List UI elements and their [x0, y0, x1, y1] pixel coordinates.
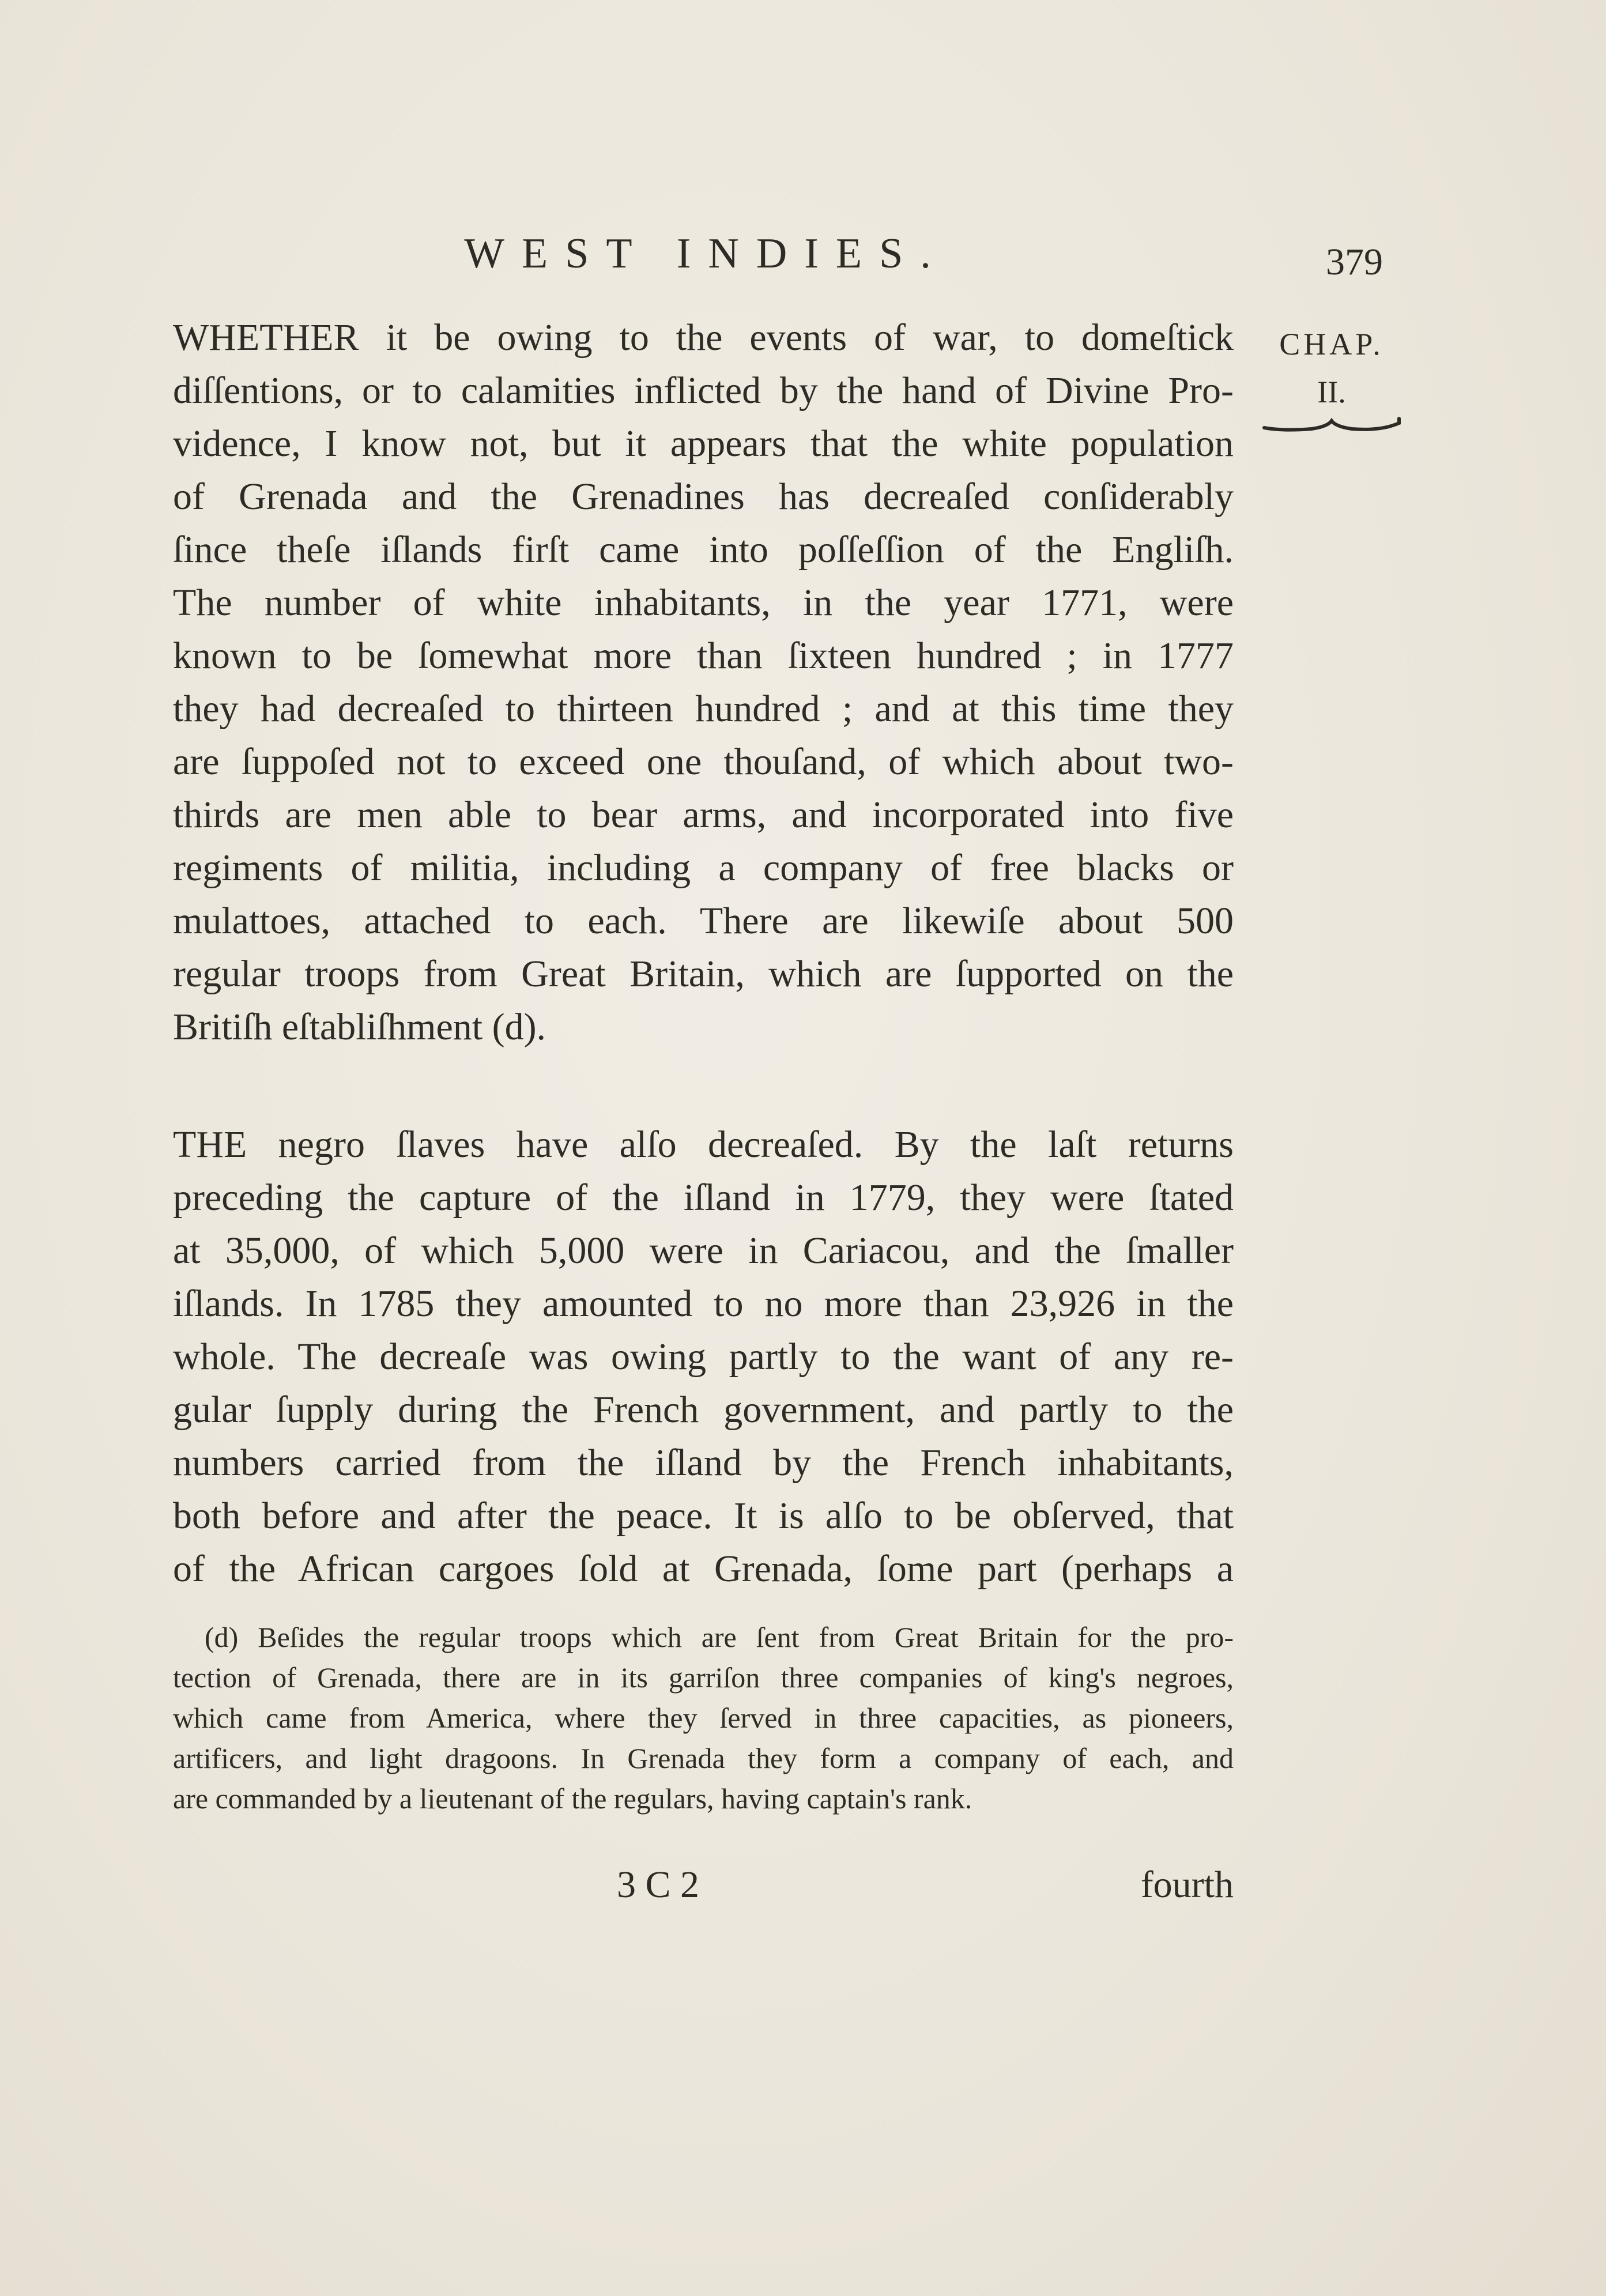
paragraph-2: [173, 1118, 1234, 1596]
text-line: diſſentions, or to calamities inflicted by the hand of Divine Pro-: [173, 370, 1234, 412]
text-line: of the African cargoes ſold at Grenada, ſome part (perhaps a: [173, 1548, 1234, 1590]
text-line: preceding the capture of the iſland in 1779, they were ſtated: [173, 1177, 1234, 1219]
footnote: [173, 1617, 1234, 1819]
page-number: 379: [1326, 241, 1383, 283]
footnote-line: are commanded by a lieutenant of the regulars, having captain's rank.: [173, 1782, 972, 1815]
catchword: fourth: [1140, 1864, 1234, 1906]
text-line: at 35,000, of which 5,000 were in Cariacou, and the ſmaller: [173, 1230, 1234, 1272]
margin-chapter-note: [1257, 320, 1407, 438]
text-line: both before and after the peace. It is alſo to be obſerved, that: [173, 1495, 1234, 1537]
text-line: THE negro ſlaves have alſo decreaſed. By the laſt returns: [173, 1124, 1234, 1166]
text-line: thirds are men able to bear arms, and incorporated into five: [173, 794, 1234, 836]
text-line: regular troops from Great Britain, which are ſupported on the: [173, 953, 1234, 995]
text-line: of Grenada and the Grenadines has decreaſed conſiderably: [173, 476, 1234, 518]
text-line: known to be ſomewhat more than ſixteen hundred ; in 1777: [173, 635, 1234, 677]
text-line: numbers carried from the iſland by the French inhabitants,: [173, 1442, 1234, 1484]
text-line: gular ſupply during the French government, and partly to the: [173, 1389, 1234, 1431]
running-title: WEST INDIES.: [464, 230, 948, 277]
text-line: iſlands. In 1785 they amounted to no more than 23,926 in the: [173, 1283, 1234, 1325]
text-line: whole. The decreaſe was owing partly to the want of any re-: [173, 1336, 1234, 1378]
body-text: [173, 311, 1234, 1596]
paragraph-1: [173, 311, 1234, 1054]
text-line: The number of white inhabitants, in the year 1771, were: [173, 582, 1234, 624]
text-line: regiments of militia, including a company of free blacks or: [173, 847, 1234, 889]
margin-chap-number: II.: [1317, 375, 1346, 409]
text-line: Britiſh eſtabliſhment (d).: [173, 1006, 546, 1048]
text-line: WHETHER it be owing to the events of war, to domeſtick: [173, 316, 1234, 359]
text-line: ſince theſe iſlands firſt came into poſſeſſion of the Engliſh.: [173, 529, 1234, 571]
footnote-line: (d) Beſides the regular troops which are ſent from Great Britain for the pro-: [205, 1621, 1234, 1653]
text-line: are ſuppoſed not to exceed one thouſand, of which about two-: [173, 741, 1234, 783]
paragraph-gap: [173, 1054, 1234, 1118]
text-line: mulattoes, attached to each. There are likewiſe about 500: [173, 900, 1234, 942]
text-line: they had decreaſed to thirteen hundred ; and at this time they: [173, 688, 1234, 730]
footnote-line: tection of Grenada, there are in its garriſon three companies of king's negroes,: [173, 1661, 1234, 1694]
margin-chap-label: CHAP.: [1279, 327, 1384, 361]
page-foot: [173, 1856, 1234, 1914]
running-head: [173, 222, 1239, 285]
text-line: vidence, I know not, but it appears that the white population: [173, 423, 1234, 465]
footnote-line: artificers, and light dragoons. In Grenada they form a company of each, and: [173, 1742, 1234, 1774]
margin-brace-ornament: [1260, 415, 1404, 438]
signature-mark: 3 C 2: [617, 1864, 700, 1906]
footnote-line: which came from America, where they ſerved in three capacities, as pioneers,: [173, 1702, 1234, 1734]
